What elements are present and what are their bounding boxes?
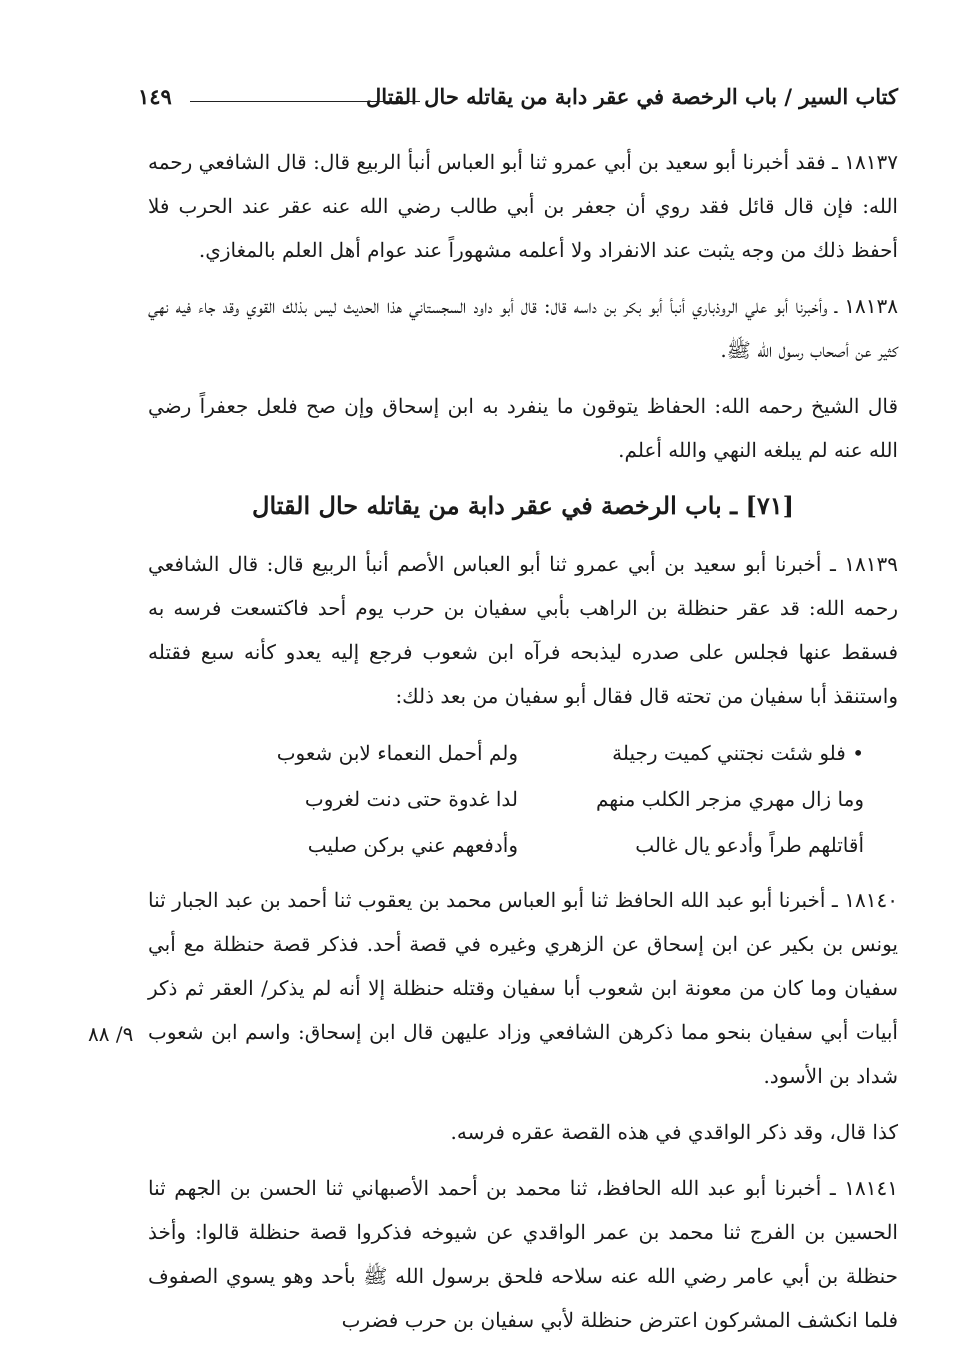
poem-first-hemistich: أقاتلهم طراً وأدعو يال غالب xyxy=(635,833,864,857)
running-header xyxy=(138,84,898,124)
header-title: كتاب السير / باب الرخصة في عقر دابة من يقاتله حال القتال xyxy=(366,84,898,109)
section-heading: [٧١] ـ باب الرخصة في عقر دابة من يقاتله حال القتال xyxy=(252,491,794,520)
paragraph-18137: ١٨١٣٧ ـ فقد أخبرنا أبو سعيد بن أبي عمرو ثنا أبو العباس أنبأ الربيع قال: قال الشافعي رحمه الله: فإن قال قائل فقد روي أن جعفر بن أبي طالب رضي الله عنه عقر عند الحرب فلا أحفظ ذلك من وجه يثبت عند الانفراد ولا أعلمه مشهوراً عند عوام أهل العلم بالمغازي. xyxy=(148,150,898,262)
paragraph-kadha-qal: كذا قال، وقد ذكر الواقدي في هذه القصة عقره فرسه. xyxy=(450,1120,898,1144)
poem-line xyxy=(148,822,898,868)
poem-line xyxy=(148,730,898,776)
margin-reference: ٩/ ٨٨ xyxy=(88,1022,134,1046)
header-rule xyxy=(190,101,420,102)
page-number: ١٤٩ xyxy=(138,84,172,109)
paragraph-18141: ١٨١٤١ ـ أخبرنا أبو عبد الله الحافظ، ثنا محمد بن أحمد الأصبهاني ثنا الحسن بن الجهم ثنا الحسين بن الفرج ثنا محمد بن عمر الواقدي عن شيوخه فذكروا قصة حنظلة قالوا: وأخذ حنظلة بن أبي عامر رضي الله عنه سلاحه فلحق برسول الله ﷺ بأحد وهو يسوي الصفوف فلما انكشف المشركون اعترض حنظلة لأبي سفيان بن حرب فضرب xyxy=(148,1176,898,1332)
paragraph-18140: ١٨١٤٠ ـ أخبرنا أبو عبد الله الحافظ ثنا أبو العباس محمد بن يعقوب ثنا أحمد بن عبد الجبار ثنا يونس بن بكير عن ابن إسحاق عن الزهري وغيره في قصة أحد. فذكر قصة حنظلة مع أبي سفيان وما كان من معونة ابن شعوب أبا سفيان وقتله حنظلة إلا أنه لم يذكر/ العقر ثم ذكر أبيات أبي سفيان بنحو مما ذكرهن الشافعي وزاد عليهن قال ابن إسحاق: واسم ابن شعوب شداد بن الأسود. xyxy=(148,888,898,1088)
poem-first-hemistich: وما زال مهري مزجر الكلب منهم xyxy=(596,787,864,811)
paragraph-18139: ١٨١٣٩ ـ أخبرنا أبو سعيد بن أبي عمرو ثنا أبو العباس الأصم أنبأ الربيع قال: قال الشافعي رحمه الله: قد عقر حنظلة بن الراهب بأبي سفيان بن حرب يوم أحد فاكتسعت فرسه به فسقط عنها فجلس على صدره ليذبحه فرآه ابن شعوب فرجع إليه يعدو كأنه سبع فقتله واستنقذ أبا سفيان من تحته قال فقال أبو سفيان من بعد ذلك: xyxy=(148,552,898,708)
poem-first-hemistich: • فلو شئت نجتني كميت رجيلة xyxy=(612,741,864,765)
poem xyxy=(148,730,898,868)
poem-second-hemistich: لدا غدوة حتى دنت لغروب xyxy=(304,787,518,811)
poem-line xyxy=(148,776,898,822)
poem-second-hemistich: وأدفعهم عني بركن صليب xyxy=(307,833,518,857)
paragraph-18138: ١٨١٣٨ ـ وأخبرنا أبو علي الروذباري أنبأ أبو بكر بن داسه قال: قال أبو داود السجستاني هذا الحديث ليس بذلك القوي وقد جاء فيه نهي كثير عن أصحاب رسول الله ﷺ. xyxy=(148,294,898,362)
page-body xyxy=(148,140,898,1354)
paragraph-sheikh-comment: قال الشيخ رحمه الله: الحفاظ يتوقون ما ينفرد به ابن إسحاق وإن صح فلعل جعفراً رضي الله عنه لم يبلغه النهي والله أعلم. xyxy=(148,394,898,462)
poem-second-hemistich: ولم أحمل النعماء لابن شعوب xyxy=(276,741,518,765)
